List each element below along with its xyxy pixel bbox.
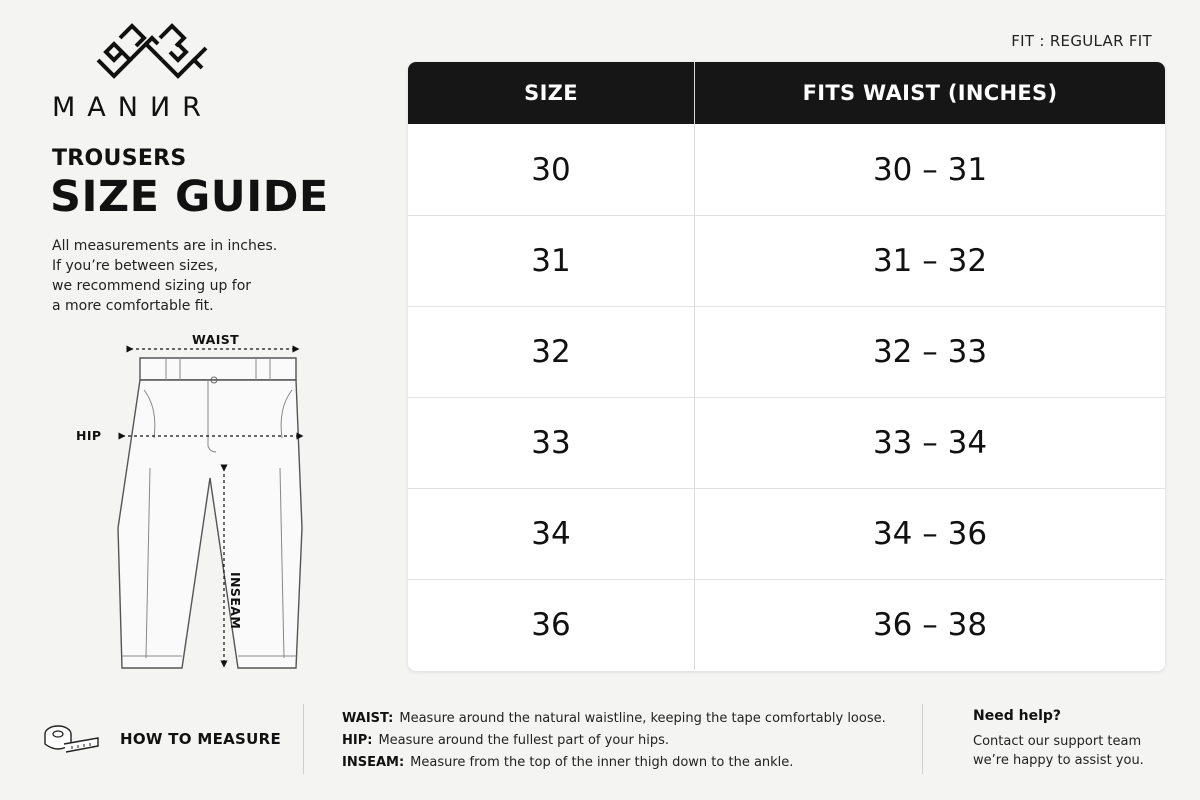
help-section: [973, 708, 1173, 770]
divider: [303, 704, 304, 774]
help-line: Contact our support team: [973, 734, 1142, 749]
size-table: [408, 62, 1165, 671]
table-header: [408, 62, 1165, 124]
inseam-label: INSEAM: [228, 572, 243, 630]
measure-instructions: [342, 708, 886, 774]
intro-text: [52, 236, 312, 316]
waist-instruction: [342, 708, 886, 730]
how-to-measure-title: HOW TO MEASURE: [120, 730, 282, 748]
instruction-text: Measure from the top of the inner thigh down to the ankle.: [410, 755, 794, 770]
fits-waist-cell: 34 – 36: [872, 516, 988, 552]
fits-waist-column-header: FITS WAIST (INCHES): [802, 81, 1058, 105]
instruction-label: WAIST:: [342, 711, 394, 726]
fits-waist-cell: 30 – 31: [872, 151, 988, 188]
measure-info-strip: [0, 700, 1200, 780]
size-cell: 31: [408, 216, 695, 306]
fit-label: FIT : REGULAR FIT: [1011, 32, 1152, 50]
fits-waist-cell: 33 – 34: [872, 425, 988, 461]
brand-wordmark: MANИR: [52, 92, 213, 123]
table-row: [408, 306, 1165, 397]
size-cell: 34: [408, 489, 695, 579]
waist-label: WAIST: [192, 332, 240, 347]
instruction-text: Measure around the natural waistline, keeping the tape comfortably loose.: [399, 711, 886, 726]
intro-line: a more comfortable fit.: [52, 298, 214, 314]
hip-label: HIP: [76, 428, 102, 443]
instruction-label: INSEAM:: [342, 755, 405, 770]
help-title: Need help?: [973, 708, 1062, 724]
size-cell: 33: [408, 398, 695, 488]
fits-waist-cell: 32 – 33: [872, 334, 988, 370]
hip-instruction: [342, 730, 886, 752]
inseam-instruction: [342, 752, 886, 774]
trousers-icon: [70, 328, 330, 678]
help-line: we’re happy to assist you.: [973, 753, 1144, 768]
divider: [922, 704, 923, 774]
intro-line: All measurements are in inches.: [52, 238, 278, 254]
size-cell: 36: [408, 580, 695, 670]
page-title: SIZE GUIDE: [50, 172, 329, 222]
table-row: [408, 124, 1165, 215]
measuring-tape-icon: [42, 720, 102, 756]
interlocking-geometric-logo-icon: [92, 22, 212, 84]
table-row: [408, 397, 1165, 488]
intro-line: we recommend sizing up for: [52, 278, 252, 294]
instruction-label: HIP:: [342, 733, 373, 748]
trousers-diagram: [70, 328, 330, 678]
table-row: [408, 579, 1165, 670]
category-title: TROUSERS: [52, 146, 187, 171]
table-row: [408, 215, 1165, 306]
size-cell: 32: [408, 307, 695, 397]
table-row: [408, 488, 1165, 579]
instruction-text: Measure around the fullest part of your hips.: [378, 733, 670, 748]
size-column-header: SIZE: [408, 62, 695, 124]
fits-waist-cell: 36 – 38: [872, 607, 988, 643]
intro-line: If you’re between sizes,: [52, 258, 219, 274]
table-body: [408, 124, 1165, 670]
fits-waist-cell: 31 – 32: [872, 243, 988, 279]
help-text: [973, 732, 1173, 770]
size-cell: 30: [408, 124, 695, 215]
